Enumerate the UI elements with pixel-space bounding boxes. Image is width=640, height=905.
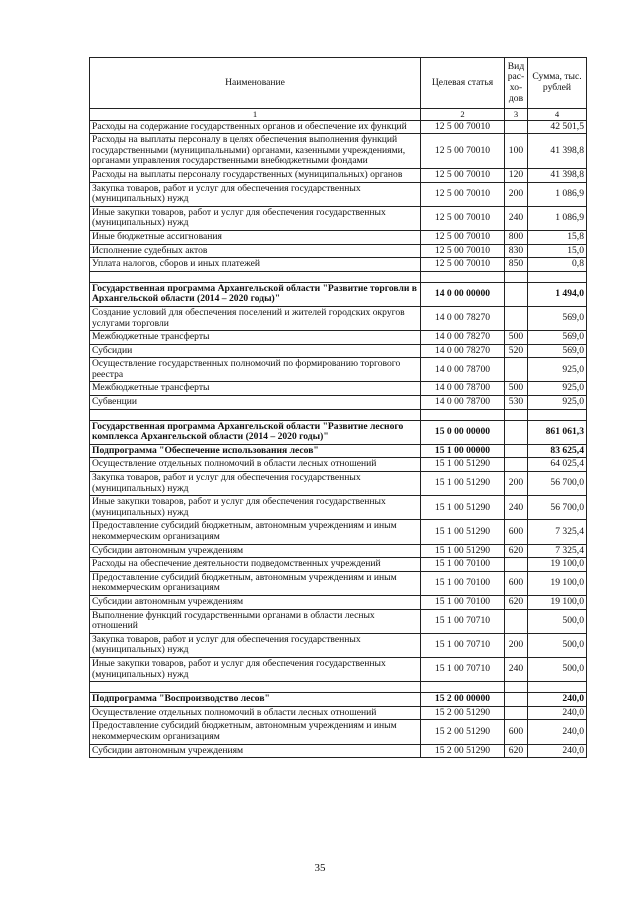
cell-code: 12 5 00 70010 [421, 120, 505, 134]
cell-vid [505, 706, 528, 720]
cell-name: Межбюджетные трансферты [90, 382, 421, 396]
cell-name: Закупка товаров, работ и услуг для обеспечения государственных (муниципальных) нужд [90, 472, 421, 496]
cell-vid: 850 [505, 258, 528, 272]
cell-code: 15 2 00 51290 [421, 706, 505, 720]
table-row [90, 120, 587, 134]
cell-vid [505, 282, 528, 306]
cell-vid: 240 [505, 496, 528, 520]
table-header-row [90, 58, 587, 109]
table-row [90, 609, 587, 633]
cell-code: 14 0 00 78700 [421, 358, 505, 382]
table-row [90, 544, 587, 558]
column-number: 2 [421, 109, 505, 121]
cell-sum: 240,0 [528, 744, 587, 758]
cell-vid: 200 [505, 472, 528, 496]
cell-name: Подпрограмма "Воспроизводство лесов" [90, 693, 421, 707]
table-row [90, 358, 587, 382]
page-number: 35 [314, 862, 326, 874]
cell-code: 15 1 00 70100 [421, 595, 505, 609]
cell-sum: 64 025,4 [528, 458, 587, 472]
spacer-cell [421, 682, 505, 693]
header-sum: Сумма, тыс. рублей [528, 58, 587, 109]
cell-code: 14 0 00 78270 [421, 344, 505, 358]
cell-name: Расходы на выплаты персоналу в целях обеспечения выполнения функций государственными (муниципальными) органами, казенными учреждениями, органами управления государственными внебюджетными фондами [90, 134, 421, 169]
cell-code: 15 2 00 00000 [421, 693, 505, 707]
cell-vid: 600 [505, 720, 528, 744]
spacer-cell [528, 409, 587, 420]
table-row [90, 244, 587, 258]
column-number-row [90, 109, 587, 121]
cell-sum: 41 398,8 [528, 168, 587, 182]
table-row [90, 571, 587, 595]
cell-sum: 240,0 [528, 720, 587, 744]
cell-vid: 620 [505, 744, 528, 758]
cell-sum: 42 501,5 [528, 120, 587, 134]
cell-sum: 925,0 [528, 382, 587, 396]
cell-vid: 100 [505, 134, 528, 169]
spacer-cell [505, 409, 528, 420]
table-row [90, 344, 587, 358]
table-row [90, 206, 587, 230]
cell-sum: 19 100,0 [528, 558, 587, 572]
cell-sum: 1 086,9 [528, 206, 587, 230]
table-row [90, 633, 587, 657]
cell-name: Расходы на выплаты персоналу государственных (муниципальных) органов [90, 168, 421, 182]
cell-code: 12 5 00 70010 [421, 134, 505, 169]
cell-name: Предоставление субсидий бюджетным, автономным учреждениям и иным некоммерческим организациям [90, 571, 421, 595]
cell-name: Иные закупки товаров, работ и услуг для обеспечения государственных (муниципальных) нужд [90, 496, 421, 520]
cell-name: Субвенции [90, 396, 421, 410]
cell-name: Осуществление отдельных полномочий в области лесных отношений [90, 458, 421, 472]
cell-name: Иные бюджетные ассигнования [90, 230, 421, 244]
cell-name: Исполнение судебных актов [90, 244, 421, 258]
cell-vid: 200 [505, 182, 528, 206]
cell-sum: 500,0 [528, 633, 587, 657]
table-row [90, 396, 587, 410]
spacer-row [90, 682, 587, 693]
spacer-row [90, 271, 587, 282]
cell-sum: 569,0 [528, 306, 587, 330]
cell-sum: 19 100,0 [528, 571, 587, 595]
cell-name: Выполнение функций государственными органами в области лесных отношений [90, 609, 421, 633]
cell-vid: 520 [505, 344, 528, 358]
table-row [90, 382, 587, 396]
cell-sum: 500,0 [528, 609, 587, 633]
cell-code: 15 1 00 70100 [421, 558, 505, 572]
cell-sum: 7 325,4 [528, 520, 587, 544]
cell-vid: 620 [505, 544, 528, 558]
cell-code: 15 1 00 70710 [421, 657, 505, 681]
budget-document [89, 57, 586, 758]
cell-sum: 41 398,8 [528, 134, 587, 169]
cell-name: Расходы на содержание государственных органов и обеспечение их функций [90, 120, 421, 134]
cell-vid: 830 [505, 244, 528, 258]
cell-vid: 530 [505, 396, 528, 410]
cell-code: 14 0 00 78700 [421, 382, 505, 396]
cell-name: Предоставление субсидий бюджетным, автономным учреждениям и иным некоммерческим организациям [90, 520, 421, 544]
cell-name: Субсидии автономным учреждениям [90, 744, 421, 758]
cell-name: Расходы на обеспечение деятельности подведомственных учреждений [90, 558, 421, 572]
cell-vid [505, 693, 528, 707]
table-row [90, 595, 587, 609]
spacer-cell [505, 682, 528, 693]
table-row [90, 520, 587, 544]
table-row [90, 720, 587, 744]
cell-code: 15 2 00 51290 [421, 744, 505, 758]
spacer-cell [421, 409, 505, 420]
cell-code: 14 0 00 78270 [421, 306, 505, 330]
header-vid: Вид рас-хо-дов [505, 58, 528, 109]
cell-sum: 7 325,4 [528, 544, 587, 558]
spacer-cell [90, 409, 421, 420]
cell-vid [505, 306, 528, 330]
spacer-cell [90, 271, 421, 282]
table-row [90, 168, 587, 182]
column-number: 4 [528, 109, 587, 121]
cell-code: 12 5 00 70010 [421, 230, 505, 244]
cell-name: Государственная программа Архангельской области "Развитие торговли в Архангельской области (2014 – 2020 годы)" [90, 282, 421, 306]
cell-sum: 240,0 [528, 706, 587, 720]
cell-vid [505, 120, 528, 134]
cell-code: 14 0 00 00000 [421, 282, 505, 306]
header-code: Целевая статья [421, 58, 505, 109]
table-row [90, 230, 587, 244]
program-row [90, 282, 587, 306]
cell-name: Субсидии [90, 344, 421, 358]
cell-sum: 240,0 [528, 693, 587, 707]
budget-table [89, 57, 587, 758]
table-row [90, 458, 587, 472]
cell-code: 15 1 00 00000 [421, 444, 505, 458]
cell-vid: 800 [505, 230, 528, 244]
cell-sum: 56 700,0 [528, 496, 587, 520]
cell-vid: 500 [505, 382, 528, 396]
cell-sum: 569,0 [528, 331, 587, 345]
cell-code: 15 2 00 51290 [421, 720, 505, 744]
cell-vid: 500 [505, 331, 528, 345]
table-body [90, 120, 587, 758]
table-row [90, 134, 587, 169]
cell-sum: 1 086,9 [528, 182, 587, 206]
cell-code: 14 0 00 78270 [421, 331, 505, 345]
cell-name: Государственная программа Архангельской области "Развитие лесного комплекса Архангельской области (2014 – 2020 годы)" [90, 420, 421, 444]
cell-sum: 569,0 [528, 344, 587, 358]
cell-vid [505, 458, 528, 472]
cell-sum: 83 625,4 [528, 444, 587, 458]
cell-code: 15 1 00 51290 [421, 520, 505, 544]
cell-sum: 925,0 [528, 358, 587, 382]
column-number: 1 [90, 109, 421, 121]
table-row [90, 558, 587, 572]
cell-code: 15 1 00 70710 [421, 633, 505, 657]
cell-name: Подпрограмма "Обеспечение использования лесов" [90, 444, 421, 458]
table-row [90, 331, 587, 345]
cell-name: Субсидии автономным учреждениям [90, 595, 421, 609]
header-name: Наименование [90, 58, 421, 109]
cell-code: 12 5 00 70010 [421, 206, 505, 230]
cell-code: 12 5 00 70010 [421, 244, 505, 258]
table-row [90, 472, 587, 496]
cell-code: 15 1 00 51290 [421, 544, 505, 558]
cell-vid: 600 [505, 520, 528, 544]
spacer-cell [528, 682, 587, 693]
cell-name: Субсидии автономным учреждениям [90, 544, 421, 558]
cell-name: Предоставление субсидий бюджетным, автономным учреждениям и иным некоммерческим организациям [90, 720, 421, 744]
cell-name: Иные закупки товаров, работ и услуг для обеспечения государственных (муниципальных) нужд [90, 206, 421, 230]
cell-vid [505, 609, 528, 633]
cell-vid [505, 558, 528, 572]
cell-name: Уплата налогов, сборов и иных платежей [90, 258, 421, 272]
column-number: 3 [505, 109, 528, 121]
table-row [90, 182, 587, 206]
cell-code: 15 0 00 00000 [421, 420, 505, 444]
cell-sum: 0,8 [528, 258, 587, 272]
table-row [90, 306, 587, 330]
cell-sum: 56 700,0 [528, 472, 587, 496]
cell-vid: 120 [505, 168, 528, 182]
spacer-cell [90, 682, 421, 693]
spacer-cell [505, 271, 528, 282]
spacer-cell [421, 271, 505, 282]
cell-code: 15 1 00 51290 [421, 458, 505, 472]
table-row [90, 496, 587, 520]
cell-code: 15 1 00 70100 [421, 571, 505, 595]
cell-sum: 861 061,3 [528, 420, 587, 444]
cell-code: 12 5 00 70010 [421, 258, 505, 272]
cell-vid: 200 [505, 633, 528, 657]
spacer-cell [528, 271, 587, 282]
cell-vid [505, 358, 528, 382]
spacer-row [90, 409, 587, 420]
cell-vid: 240 [505, 657, 528, 681]
cell-sum: 15,0 [528, 244, 587, 258]
cell-code: 12 5 00 70010 [421, 168, 505, 182]
cell-name: Закупка товаров, работ и услуг для обеспечения государственных (муниципальных) нужд [90, 182, 421, 206]
cell-vid [505, 420, 528, 444]
cell-name: Осуществление государственных полномочий по формированию торгового реестра [90, 358, 421, 382]
cell-vid: 620 [505, 595, 528, 609]
cell-code: 15 1 00 51290 [421, 472, 505, 496]
cell-code: 12 5 00 70010 [421, 182, 505, 206]
cell-name: Межбюджетные трансферты [90, 331, 421, 345]
table-row [90, 258, 587, 272]
program-row [90, 693, 587, 707]
cell-sum: 15,8 [528, 230, 587, 244]
cell-name: Осуществление отдельных полномочий в области лесных отношений [90, 706, 421, 720]
program-row [90, 444, 587, 458]
table-row [90, 706, 587, 720]
cell-sum: 19 100,0 [528, 595, 587, 609]
cell-code: 15 1 00 70710 [421, 609, 505, 633]
cell-sum: 500,0 [528, 657, 587, 681]
cell-sum: 925,0 [528, 396, 587, 410]
cell-code: 15 1 00 51290 [421, 496, 505, 520]
program-row [90, 420, 587, 444]
cell-vid [505, 444, 528, 458]
cell-vid: 600 [505, 571, 528, 595]
cell-vid: 240 [505, 206, 528, 230]
cell-name: Закупка товаров, работ и услуг для обеспечения государственных (муниципальных) нужд [90, 633, 421, 657]
cell-code: 14 0 00 78700 [421, 396, 505, 410]
cell-sum: 1 494,0 [528, 282, 587, 306]
cell-name: Создание условий для обеспечения поселений и жителей городских округов услугами торговли [90, 306, 421, 330]
table-row [90, 744, 587, 758]
table-row [90, 657, 587, 681]
cell-name: Иные закупки товаров, работ и услуг для обеспечения государственных (муниципальных) нужд [90, 657, 421, 681]
